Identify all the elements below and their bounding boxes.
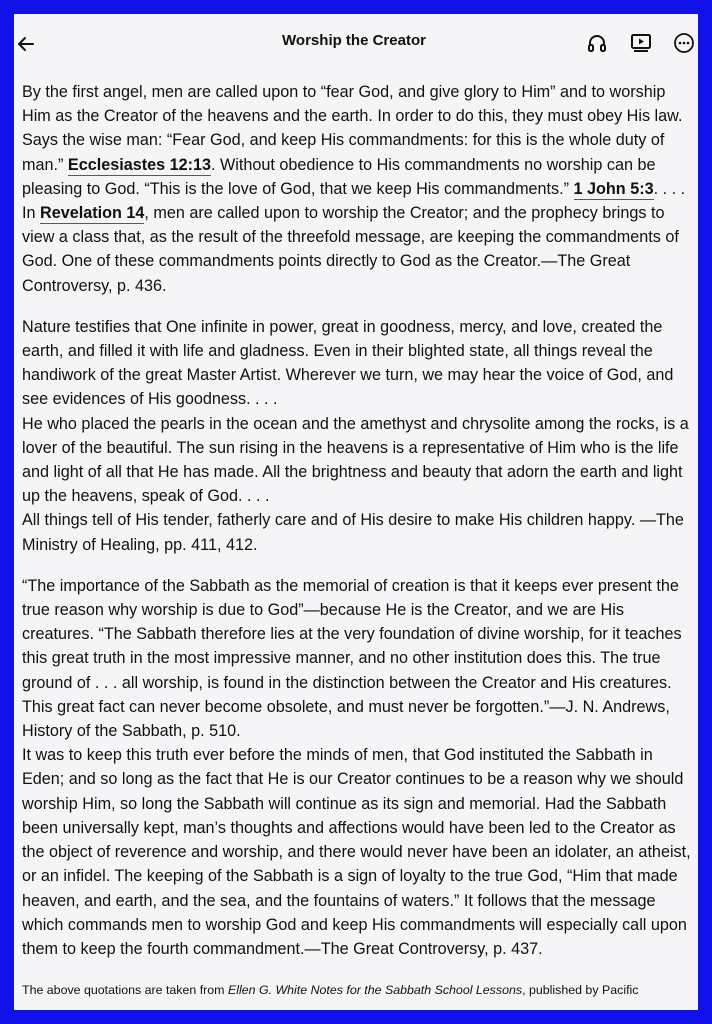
footer-book-title: Ellen G. White Notes for the Sabbath School Lessons	[227, 983, 523, 997]
top-bar	[14, 14, 698, 72]
page-title: Worship the Creator	[282, 32, 426, 49]
paragraph-1	[22, 80, 692, 298]
text-segment: , men are called upon to worship the Creator; and the prophecy brings to view a class that, as the result of the threefold message, are keeping the commandments of God. One of these commandments points directly to God as the Creator.—The Great Controversy, p. 436.	[22, 204, 679, 295]
more-options-icon[interactable]	[672, 31, 696, 55]
paragraph-3: “The importance of the Sabbath as the memorial of creation is that it keeps ever present the true reason why worship is due to God”—because He is the Creator, and we are His creatures. “The Sabbath therefore lies at the very foundation of divine worship, for it teaches this great truth in the most impressive manner, and no other institution does this. The true ground of . . . all worship, is found in the distinction between the Creator and His creatures. This great fact can never become obsolete, and must never be forgotten.”—J. N. Andrews, History of the Sabbath, p. 510. It was to keep this truth ever before the minds of men, that God instituted the Sabbath in Eden; and so long as the fact that He is our Creator continues to be a reason why we should worship Him, so long the Sabbath will continue as its sign and memorial. Had the Sabbath been universally kept, man’s thoughts and affections would have been led to the Creator as the object of reverence and worship, and there would never have been an idolater, an atheist, or an infidel. The keeping of the Sabbath is a sign of loyalty to the true God, “Him that made heaven, and earth, and the sea, and the fountains of waters.” It follows that the message which commands men to worship God and keep His commandments will especially call upon them to keep the fourth commandment.—The Great Controversy, p. 437.	[22, 576, 691, 958]
1-john-link[interactable]: 1 John 5:3	[573, 179, 654, 198]
back-arrow-icon[interactable]	[14, 32, 38, 56]
text-segment: By the first angel, men are called upon to “fear God, and give glory to Him” and to worship Him as the Creator of the heavens and the earth. In order to do this, they must obey His law. Says the wise man: “Fear God, and keep His commandments: for this is the whole duty of man.”	[22, 83, 683, 174]
text-segment: . Without obedience to His commandments no worship can be pleasing to God. “This is the love of God, that we keep His commandments.”	[22, 155, 656, 198]
footer-prefix: The above quotations are taken from	[22, 983, 228, 997]
reader-window	[14, 14, 698, 1010]
headphones-icon[interactable]	[585, 31, 609, 55]
ecclesiastes-link[interactable]: Ecclesiastes 12:13	[67, 155, 211, 174]
source-note	[22, 983, 698, 997]
footer-suffix: , published by Pacific	[522, 983, 639, 997]
paragraph-2: Nature testifies that One infinite in power, great in goodness, mercy, and love, created the earth, and filled it with life and gladness. Even in their blighted state, all things reveal the handiwork of the great Master Artist. Wherever we turn, we may hear the voice of God, and see evidences of His goodness. . . . He who placed the pearls in the ocean and the amethyst and chrysolite among the rocks, is a lover of the beautiful. The sun rising in the heavens is a representative of Him who is the life and light of all that He has made. All the brightness and beauty that adorn the earth and light up the heavens, speak of God. . . . All things tell of His tender, fatherly care and of His desire to make His children happy. —The Ministry of Healing, pp. 411, 412.	[22, 317, 689, 554]
play-video-icon[interactable]	[629, 31, 653, 55]
revelation-link[interactable]: Revelation 14	[40, 204, 145, 223]
article-body	[22, 80, 692, 978]
text-segment: . . . . In	[22, 179, 686, 223]
